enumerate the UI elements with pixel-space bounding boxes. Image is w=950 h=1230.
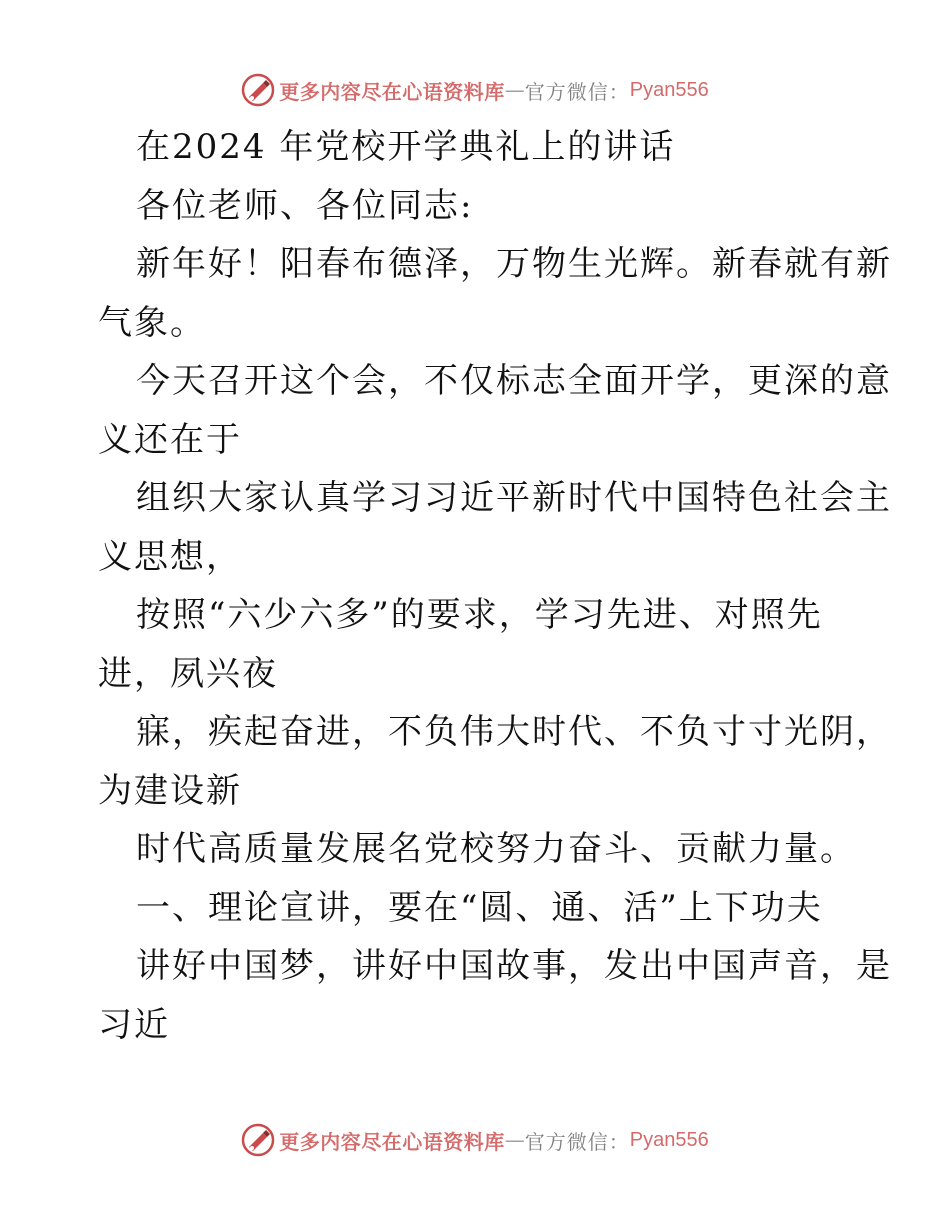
text-line: 义思想，: [98, 536, 242, 577]
watermark-official-label: 官方微信：: [524, 1129, 630, 1154]
text-line: 为建设新: [98, 770, 242, 811]
header-watermark: [0, 70, 950, 110]
pen-logo-icon: [241, 1123, 275, 1157]
text-line: 讲好中国梦，讲好中国故事，发出中国声音，是: [136, 946, 892, 986]
pen-logo-icon: [241, 73, 275, 107]
footer-watermark: [0, 1120, 950, 1160]
watermark-official-label: 官方微信：: [524, 79, 630, 104]
text-line: 进，夙兴夜: [98, 653, 278, 694]
watermark-text: 更多内容尽在心语资料库: [279, 79, 505, 104]
text-line: 一、理论宣讲，要在“圆、通、活”上下功夫: [136, 887, 823, 928]
text-line: 习近: [98, 1004, 170, 1045]
text-line: 新年好！阳春布德泽，万物生光辉。新春就有新: [136, 244, 892, 284]
text-line: 时代高质量发展名党校努力奋斗、贡献力量。: [136, 829, 856, 869]
text-line: 组织大家认真学习习近平新时代中国特色社会主: [136, 478, 892, 518]
watermark-text: 更多内容尽在心语资料库: [279, 1129, 505, 1154]
text-line: 寐，疾起奋进，不负伟大时代、不负寸寸光阴，: [136, 712, 892, 752]
text-line: 按照“六少六多”的要求，学习先进、对照先: [136, 595, 823, 635]
document-title: 在2024 年党校开学典礼上的讲话: [136, 127, 676, 167]
watermark-separator: —: [504, 1128, 525, 1152]
watermark-wechat-id: Pyan556: [629, 1128, 709, 1151]
text-line: 今天召开这个会，不仅标志全面开学，更深的意: [136, 361, 892, 401]
text-line: 各位老师、各位同志:: [136, 185, 474, 226]
document-body: [98, 118, 892, 1054]
watermark-separator: —: [504, 78, 525, 102]
text-line: 气象。: [98, 302, 206, 343]
watermark-wechat-id: Pyan556: [629, 78, 709, 101]
text-line: 义还在于: [98, 419, 242, 460]
